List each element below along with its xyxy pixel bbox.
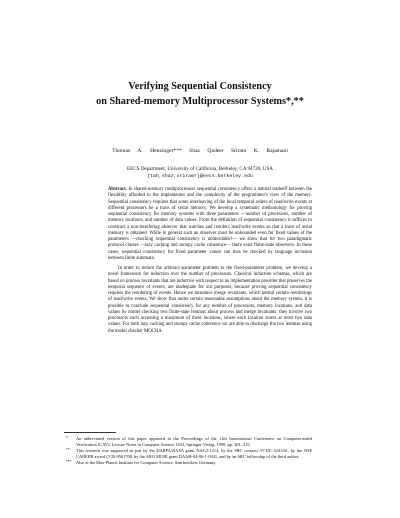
footnote-text: This research was supported in part by the DARPA/NASA grant NAG2-1214, by the SRC contract 97-DC-324.041, by the NSF CAREER award CCR-9501708, by the ARO MURI grant DAAH-04-96-1-0341, and by an SRC fellowship of the third author.: [76, 448, 312, 460]
title-line-1: Verifying Sequential Consistency: [128, 81, 272, 92]
footnote: [68, 448, 312, 460]
abstract-paragraph-1: [108, 187, 312, 262]
footnote-text: An abbreviated version of this paper appeared in the Proceedings of the 11th International Conference on Computer-aided Verification (CAV), Lecture Notes in Computer Science 1633, Springer-Verlag, 1999, pp. 301–315.: [76, 436, 312, 448]
author-emails: {tah,shaz,sriramr}@eecs.berkeley.edu: [147, 174, 253, 179]
footnote-rule: [64, 432, 116, 433]
abstract: [108, 187, 312, 335]
footnote-mark: **: [66, 447, 70, 452]
title-line-2: on Shared-memory Multiprocessor Systems*,**: [96, 96, 304, 107]
affiliation: EECS Department, University of California, Berkeley, CA 94720, USA: [127, 166, 273, 172]
footnote: [68, 436, 312, 448]
abstract-text-1: In shared-memory multiprocessors sequential consistency offers a natural tradeoff between the flexibility afforded to the implementor and the complexity of the programmer's view of the memory. Sequential consistency requires that some interleaving of the local temporal orders of read/write events at different processors be a trace of serial memory. We develop a systematic methodology for proving sequential consistency for memory systems with three parameters —number of processors, number of memory locations, and number of data values. From the definition of sequential consistency it suffices to construct a non-interfering observer that watches and reorders read/write events so that a trace of serial memory is obtained. While in general such an observer must be unbounded even for fixed values of the parameters —checking sequential consistency is undecidable!— we show that for two paradigmatic protocol classes —lazy caching and snoopy cache coherence— there exist finite-state observers. In these cases, sequential consistency for fixed parameter values can thus be checked by language inclusion between finite automata.: [108, 187, 313, 261]
affiliation-block: [40, 166, 360, 180]
author-list: Thomas A. Henzinger*** Shaz Qadeer Sriram K. Rajamani: [112, 148, 288, 154]
abstract-paragraph-2: In order to reduce the arbitrary-parameter problem to the fixed-parameter problem, we develop a novel framework for induction over the number of processors. Classical induction schemas, which are based on process invariants that are inductive with respect to an implementation preorder that preserves the temporal sequence of events, are inadequate for our purposes, because proving sequential consistency requires the reordering of events. Hence we introduce merge invariants, which permit certain reorderings of read/write events. We show that under certain reasonable assumptions about the memory system, it is possible to conclude sequential consistency for any number of processors, memory locations, and data values by model checking two finite-state lemmas about process and merge invariants: they involve two processors each accessing a maximum of three locations, where each location stores at most two data values. For both lazy caching and snoopy cache coherence we are able to discharge the two lemmas using the model checker MOCHA.: [108, 266, 312, 334]
abstract-label: Abstract.: [108, 187, 127, 192]
paper-title: [40, 79, 360, 109]
footnote-text: Also at the Max-Planck Institute for Computer Science, Saarbrücken, Germany.: [76, 460, 217, 466]
footnote: [68, 460, 312, 466]
footnotes: [68, 436, 312, 466]
footnote-mark: ***: [66, 459, 72, 464]
footnote-mark: *: [66, 435, 68, 440]
